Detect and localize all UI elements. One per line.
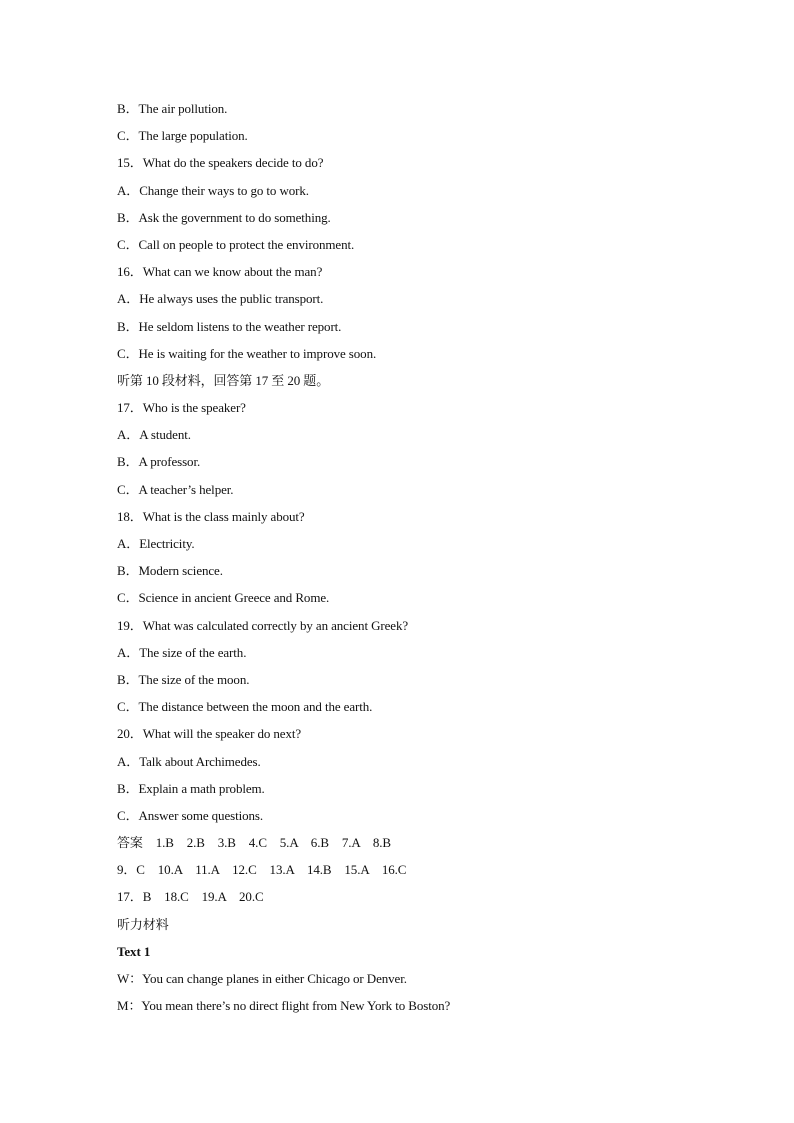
- text-line: A．Change their ways to go to work.: [117, 182, 309, 198]
- text-line: M：You mean there’s no direct flight from New York to Boston?: [117, 998, 451, 1014]
- text-line: 15．What do the speakers decide to do?: [117, 155, 324, 171]
- text-line: B．Explain a math problem.: [117, 780, 265, 796]
- text-line: Text 1: [117, 943, 151, 959]
- text-line: B．Ask the government to do something.: [117, 209, 331, 225]
- document-body: [117, 95, 737, 1019]
- text-line: 听第 10 段材料，回答第 17 至 20 题。: [117, 372, 330, 388]
- text-line: 18．What is the class mainly about?: [117, 508, 305, 524]
- text-line: 16．What can we know about the man?: [117, 264, 323, 280]
- text-line: A．Talk about Archimedes.: [117, 753, 261, 769]
- text-line: A．The size of the earth.: [117, 644, 247, 660]
- text-line: 答案 1.B 2.B 3.B 4.C 5.A 6.B 7.A 8.B: [117, 835, 391, 851]
- text-line: B．He seldom listens to the weather report.: [117, 318, 342, 334]
- text-line: 19．What was calculated correctly by an ancient Greek?: [117, 617, 409, 633]
- text-line: A．He always uses the public transport.: [117, 291, 324, 307]
- text-line: C．He is waiting for the weather to improve soon.: [117, 345, 377, 361]
- text-line: C．The large population.: [117, 128, 248, 144]
- text-line: C．Answer some questions.: [117, 807, 264, 823]
- text-line: 17．Who is the speaker?: [117, 400, 246, 416]
- text-line: 听力材料: [117, 916, 169, 932]
- text-line: 17．B 18.C 19.A 20.C: [117, 889, 264, 905]
- text-line: C．Call on people to protect the environment.: [117, 236, 355, 252]
- text-line: B．Modern science.: [117, 563, 223, 579]
- text-line: B．A professor.: [117, 454, 201, 470]
- text-line: 20．What will the speaker do next?: [117, 726, 302, 742]
- text-line: C．Science in ancient Greece and Rome.: [117, 590, 330, 606]
- text-line: B．The size of the moon.: [117, 671, 250, 687]
- text-line: A．Electricity.: [117, 536, 195, 551]
- text-line: B．The air pollution.: [117, 101, 228, 116]
- text-line: A．A student.: [117, 427, 191, 443]
- text-line: 9．C 10.A 11.A 12.C 13.A 14.B 15.A 16.C: [117, 862, 407, 878]
- text-line: C．A teacher’s helper.: [117, 481, 234, 497]
- text-line: C．The distance between the moon and the earth.: [117, 699, 373, 715]
- text-line: W：You can change planes in either Chicago or Denver.: [117, 971, 407, 986]
